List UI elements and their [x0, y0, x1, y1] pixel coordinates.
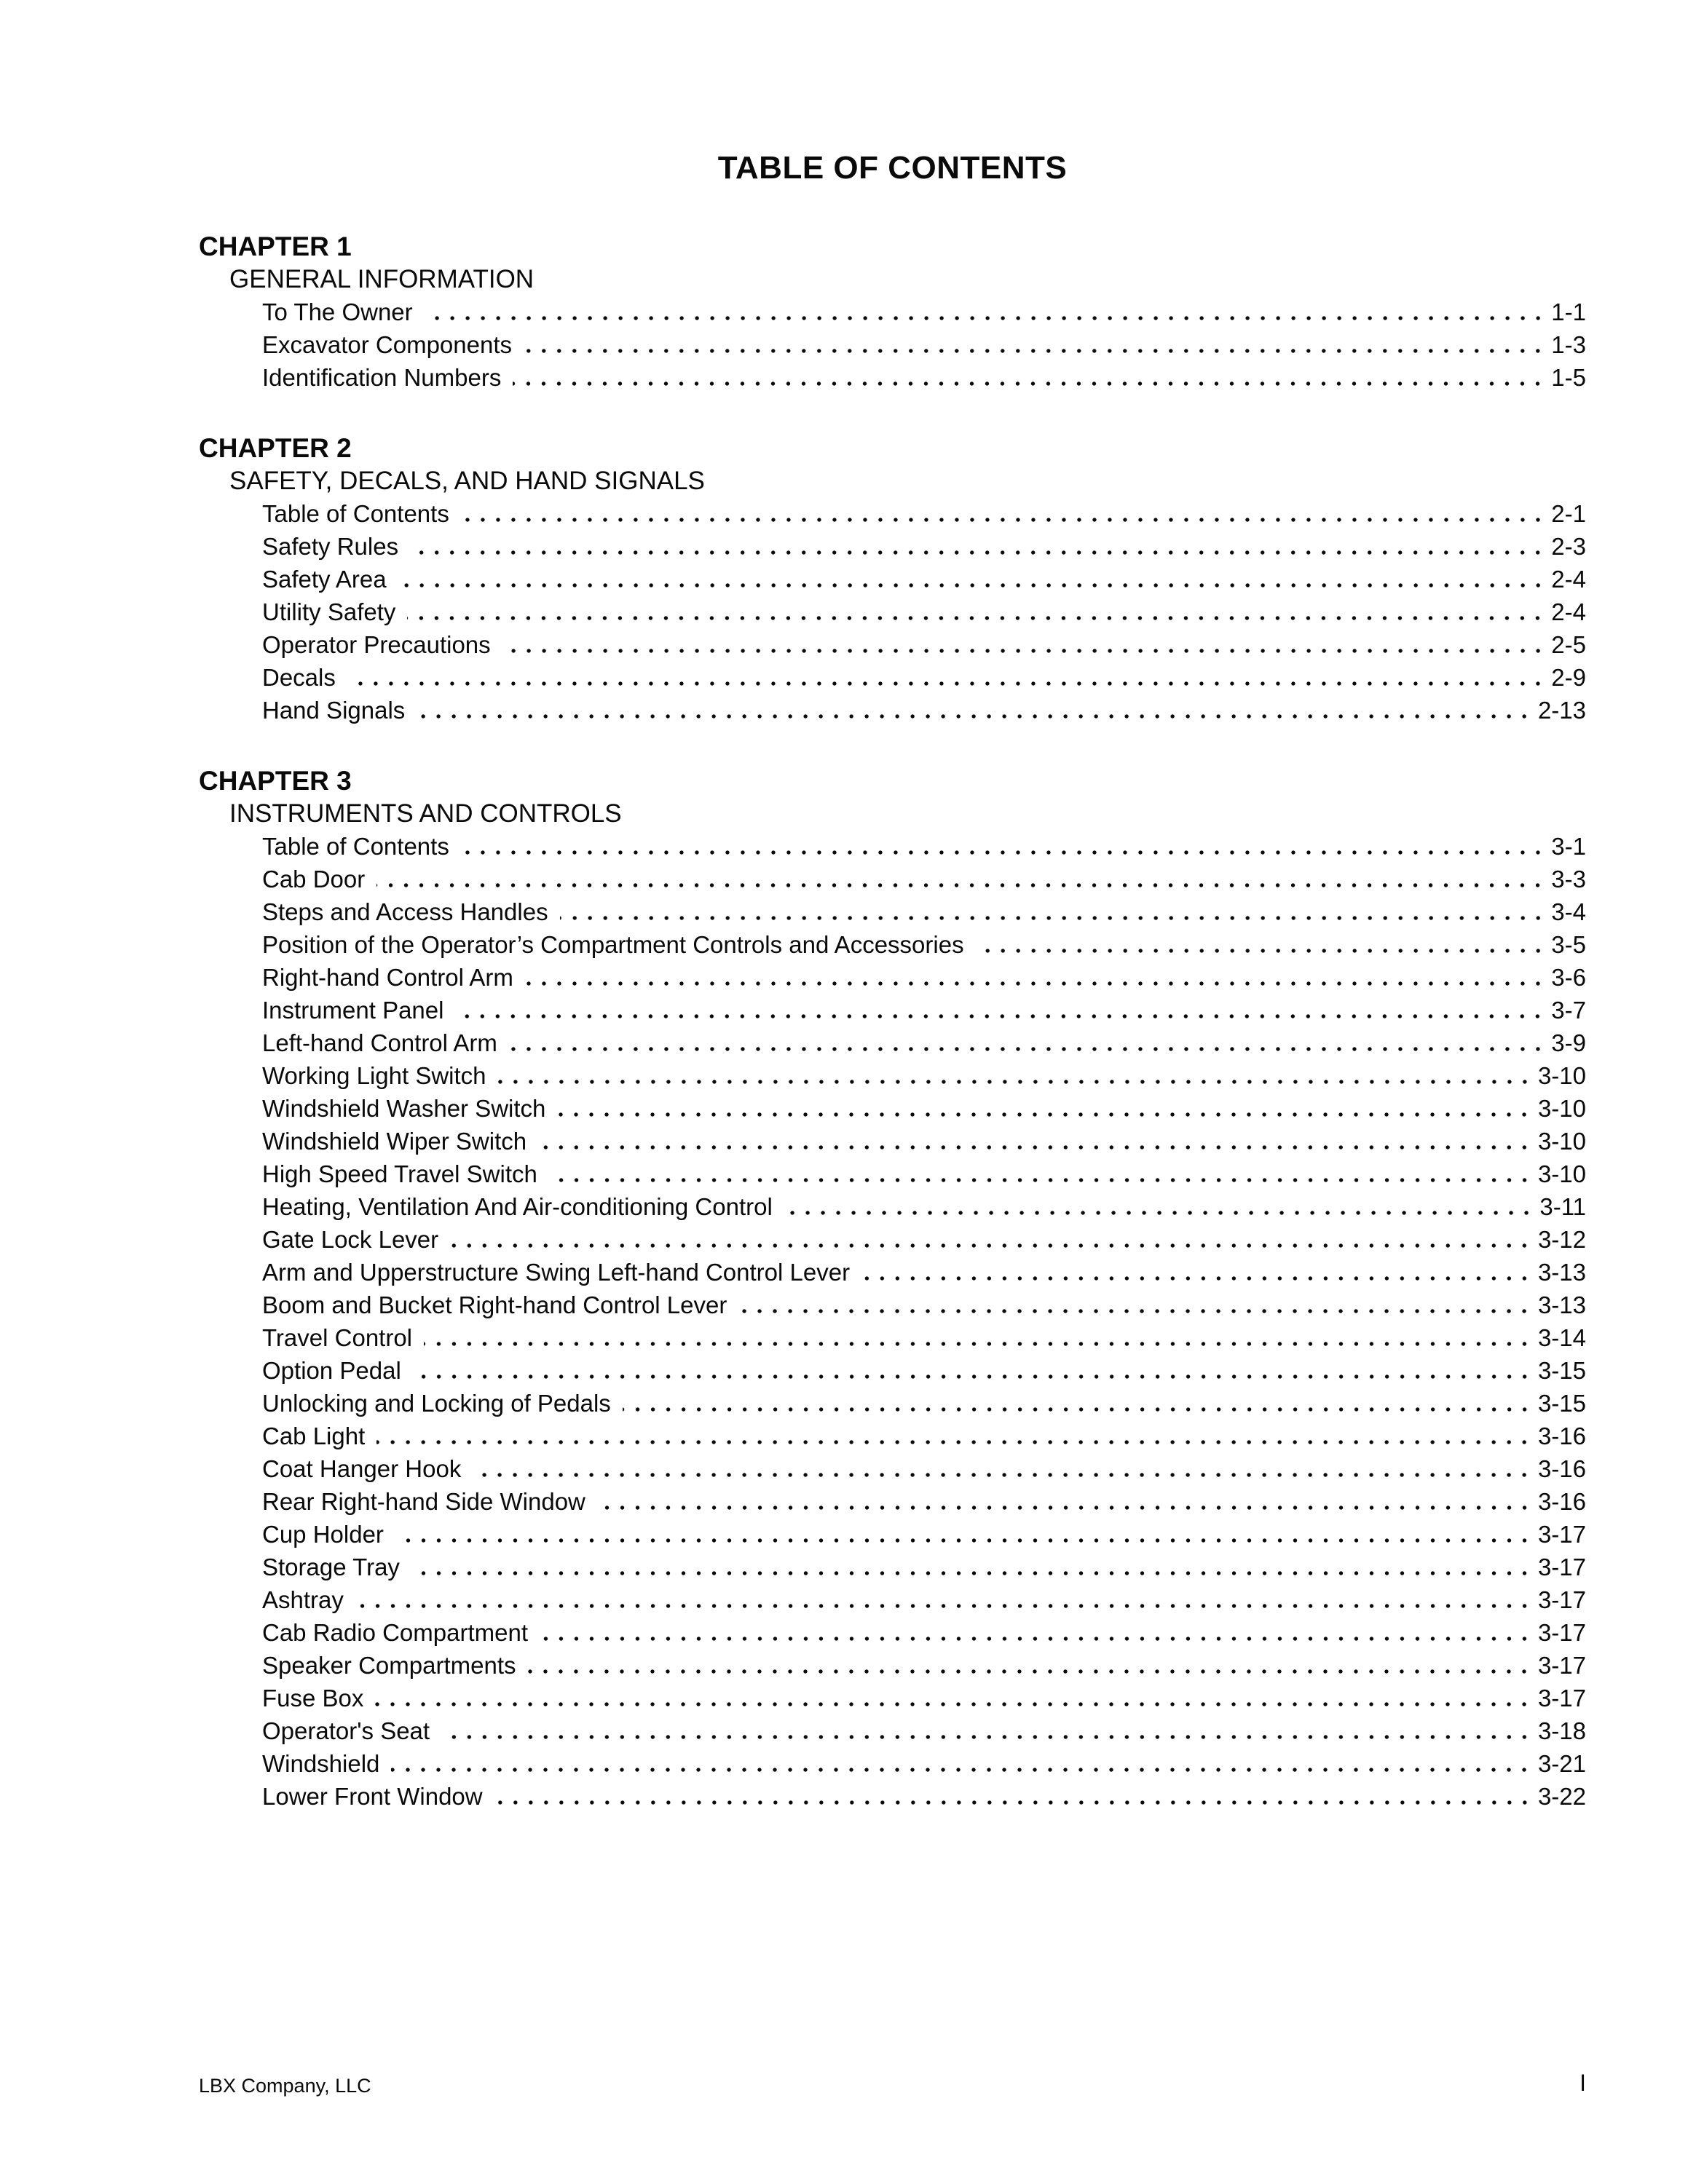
dot-leader — [557, 1092, 1534, 1125]
toc-entry — [199, 1026, 1586, 1059]
toc-entry — [199, 1420, 1586, 1452]
entry-title: Decals — [262, 664, 336, 691]
toc-entry — [199, 1616, 1586, 1649]
toc-entry — [199, 328, 1586, 361]
entry-title: Cab Door — [262, 866, 366, 893]
dot-leader — [424, 1321, 1534, 1354]
dot-leader — [494, 1780, 1534, 1813]
entry-title: Arm and Upperstructure Swing Left-hand Control Lever — [262, 1259, 851, 1286]
entry-page: 2-13 — [1537, 697, 1586, 724]
entry-page: 3-10 — [1537, 1062, 1586, 1089]
footer-company: LBX Company, LLC — [199, 2075, 371, 2097]
entry-title: Gate Lock Lever — [262, 1226, 439, 1253]
chapter-entry-list — [199, 296, 1586, 394]
dot-leader — [407, 596, 1547, 628]
dot-leader — [597, 1485, 1534, 1518]
entry-title: Safety Area — [262, 566, 387, 593]
entry-title: Table of Contents — [262, 500, 449, 527]
entry-page: 2-5 — [1551, 631, 1586, 658]
chapter-title: SAFETY, DECALS, AND HAND SIGNALS — [229, 467, 705, 495]
entry-page: 2-4 — [1551, 598, 1586, 625]
entry-page: 3-1 — [1551, 833, 1586, 860]
entry-page: 3-17 — [1537, 1586, 1586, 1613]
toc-entry — [199, 1190, 1586, 1223]
entry-page: 3-5 — [1551, 931, 1586, 958]
dot-leader — [461, 497, 1547, 530]
entry-title: Unlocking and Locking of Pedals — [262, 1390, 611, 1417]
toc-content — [199, 150, 1586, 1813]
entry-title: Position of the Operator’s Compartment Controls and Accessories — [262, 931, 964, 958]
entry-page: 3-13 — [1537, 1259, 1586, 1286]
toc-entry — [199, 628, 1586, 661]
toc-entry — [199, 661, 1586, 694]
toc-entry — [199, 830, 1586, 863]
toc-entry — [199, 497, 1586, 530]
chapter-section — [199, 764, 1586, 1813]
entry-title: Operator Precautions — [262, 631, 491, 658]
chapter-title: GENERAL INFORMATION — [229, 265, 535, 293]
entry-title: Cup Holder — [262, 1521, 384, 1548]
toc-entry — [199, 596, 1586, 628]
chapter-number: CHAPTER 1 — [199, 232, 352, 261]
entry-page: 3-10 — [1537, 1160, 1586, 1187]
toc-entry — [199, 1387, 1586, 1420]
entry-title: Utility Safety — [262, 598, 396, 625]
entry-page: 3-15 — [1537, 1357, 1586, 1384]
toc-entry — [199, 1780, 1586, 1813]
toc-entry — [199, 1092, 1586, 1125]
entry-page: 3-4 — [1551, 898, 1586, 925]
dot-leader — [861, 1256, 1534, 1289]
entry-title: Option Pedal — [262, 1357, 401, 1384]
toc-entry — [199, 1714, 1586, 1747]
entry-title: Heating, Ventilation And Air-conditioning Control — [262, 1193, 773, 1220]
entry-title: High Speed Travel Switch — [262, 1160, 537, 1187]
chapter-entry-list — [199, 830, 1586, 1813]
entry-title: Operator's Seat — [262, 1717, 430, 1744]
dot-leader — [502, 628, 1547, 661]
entry-page: 2-1 — [1551, 500, 1586, 527]
dot-leader — [560, 895, 1547, 928]
dot-leader — [513, 361, 1547, 394]
entry-title: Right-hand Control Arm — [262, 964, 513, 991]
entry-page: 3-7 — [1551, 997, 1586, 1024]
entry-title: Fuse Box — [262, 1685, 364, 1712]
toc-entry — [199, 1223, 1586, 1256]
dot-leader — [398, 563, 1547, 596]
entry-page: 1-1 — [1551, 298, 1586, 325]
dot-leader — [525, 961, 1547, 994]
dot-leader — [411, 1551, 1534, 1583]
toc-entry — [199, 361, 1586, 394]
dot-leader — [738, 1289, 1534, 1321]
entry-title: Steps and Access Handles — [262, 898, 548, 925]
chapter-entry-list — [199, 497, 1586, 727]
dot-leader — [355, 1583, 1534, 1616]
entry-page: 2-9 — [1551, 664, 1586, 691]
entry-page: 3-11 — [1539, 1193, 1586, 1220]
entry-title: Table of Contents — [262, 833, 449, 860]
entry-title: Rear Right-hand Side Window — [262, 1488, 585, 1515]
entry-title: Cab Light — [262, 1423, 366, 1449]
entry-title: Identification Numbers — [262, 364, 502, 391]
entry-page: 3-9 — [1551, 1029, 1586, 1056]
dot-leader — [549, 1158, 1534, 1190]
entry-page: 3-17 — [1537, 1554, 1586, 1580]
entry-title: Windshield — [262, 1750, 380, 1777]
entry-page: 3-12 — [1537, 1226, 1586, 1253]
dot-leader — [376, 1420, 1534, 1452]
entry-title: Hand Signals — [262, 697, 406, 724]
dot-leader — [410, 530, 1547, 563]
chapters — [199, 230, 1586, 1813]
toc-entry — [199, 1256, 1586, 1289]
entry-page: 2-3 — [1551, 533, 1586, 560]
toc-entry — [199, 694, 1586, 727]
dot-leader — [450, 1223, 1534, 1256]
entry-page: 3-6 — [1551, 964, 1586, 991]
entry-title: Lower Front Window — [262, 1783, 483, 1810]
dot-leader — [376, 863, 1547, 895]
entry-page: 3-17 — [1537, 1685, 1586, 1712]
dot-leader — [623, 1387, 1534, 1420]
dot-leader — [473, 1452, 1534, 1485]
chapter-title: INSTRUMENTS AND CONTROLS — [229, 799, 622, 828]
dot-leader — [455, 994, 1547, 1026]
entry-page: 3-17 — [1537, 1521, 1586, 1548]
entry-page: 3-3 — [1551, 866, 1586, 893]
entry-title: Coat Hanger Hook — [262, 1455, 462, 1482]
toc-entry — [199, 1059, 1586, 1092]
entry-page: 2-4 — [1551, 566, 1586, 593]
entry-title: Excavator Components — [262, 331, 513, 358]
page-title: TABLE OF CONTENTS — [717, 150, 1068, 186]
dot-leader — [375, 1682, 1534, 1714]
chapter-section — [199, 230, 1586, 394]
entry-title: Working Light Switch — [262, 1062, 486, 1089]
entry-page: 1-3 — [1551, 331, 1586, 358]
toc-entry — [199, 1583, 1586, 1616]
dot-leader — [509, 1026, 1547, 1059]
toc-entry — [199, 1649, 1586, 1682]
entry-title: Safety Rules — [262, 533, 399, 560]
toc-entry — [199, 1289, 1586, 1321]
dot-leader — [425, 296, 1547, 328]
dot-leader — [391, 1747, 1534, 1780]
entry-page: 3-17 — [1537, 1619, 1586, 1646]
entry-page: 3-16 — [1537, 1423, 1586, 1449]
entry-title: Cab Radio Compartment — [262, 1619, 528, 1646]
dot-leader — [524, 328, 1547, 361]
chapter-number: CHAPTER 3 — [199, 766, 352, 796]
dot-leader — [498, 1059, 1534, 1092]
toc-entry — [199, 1158, 1586, 1190]
entry-page: 3-21 — [1537, 1750, 1586, 1777]
entry-page: 3-16 — [1537, 1488, 1586, 1515]
entry-page: 3-15 — [1537, 1390, 1586, 1417]
toc-entry — [199, 530, 1586, 563]
entry-title: Instrument Panel — [262, 997, 444, 1024]
chapter-number: CHAPTER 2 — [199, 433, 352, 463]
entry-title: Ashtray — [262, 1586, 344, 1613]
dot-leader — [976, 928, 1547, 961]
entry-title: To The Owner — [262, 298, 413, 325]
entry-page: 3-22 — [1537, 1783, 1586, 1810]
toc-entry — [199, 563, 1586, 596]
entry-page: 1-5 — [1551, 364, 1586, 391]
entry-page: 3-18 — [1537, 1717, 1586, 1744]
entry-page: 3-14 — [1537, 1324, 1586, 1351]
toc-entry — [199, 1354, 1586, 1387]
entry-title: Speaker Compartments — [262, 1652, 516, 1679]
entry-title: Boom and Bucket Right-hand Control Lever — [262, 1291, 727, 1318]
entry-page: 3-10 — [1537, 1128, 1586, 1155]
toc-entry — [199, 994, 1586, 1026]
entry-page: 3-16 — [1537, 1455, 1586, 1482]
toc-entry — [199, 895, 1586, 928]
toc-entry — [199, 1682, 1586, 1714]
toc-entry — [199, 1485, 1586, 1518]
dot-leader — [784, 1190, 1536, 1223]
dot-leader — [527, 1649, 1533, 1682]
entry-page: 3-13 — [1537, 1291, 1586, 1318]
toc-entry — [199, 296, 1586, 328]
entry-title: Travel Control — [262, 1324, 413, 1351]
toc-entry — [199, 1747, 1586, 1780]
dot-leader — [540, 1616, 1534, 1649]
dot-leader — [347, 661, 1547, 694]
dot-leader — [461, 830, 1547, 863]
chapter-section — [199, 432, 1586, 727]
dot-leader — [395, 1518, 1534, 1551]
toc-entry — [199, 1518, 1586, 1551]
toc-entry — [199, 1551, 1586, 1583]
toc-entry — [199, 863, 1586, 895]
toc-entry — [199, 1321, 1586, 1354]
entry-title: Left-hand Control Arm — [262, 1029, 497, 1056]
entry-page: 3-10 — [1537, 1095, 1586, 1122]
dot-leader — [413, 1354, 1534, 1387]
entry-title: Windshield Wiper Switch — [262, 1128, 527, 1155]
dot-leader — [538, 1125, 1534, 1158]
entry-title: Storage Tray — [262, 1554, 400, 1580]
toc-entry — [199, 961, 1586, 994]
entry-page: 3-17 — [1537, 1652, 1586, 1679]
toc-entry — [199, 1452, 1586, 1485]
toc-entry — [199, 1125, 1586, 1158]
footer-page-number: I — [1579, 2070, 1586, 2096]
dot-leader — [441, 1714, 1534, 1747]
toc-entry — [199, 928, 1586, 961]
dot-leader — [417, 694, 1534, 727]
entry-title: Windshield Washer Switch — [262, 1095, 546, 1122]
